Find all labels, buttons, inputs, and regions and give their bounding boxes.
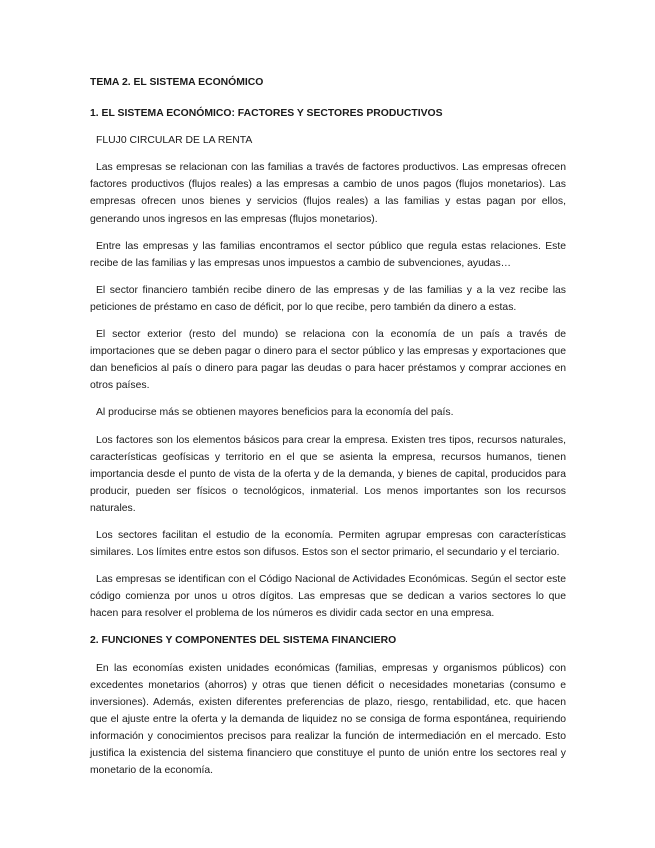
paragraph: El sector exterior (resto del mundo) se relaciona con la economía de un país a través de importaciones que se deben pagar o dinero para el sector público y las empresas y exportaciones que dan beneficios al país o dinero para pagar las deudas o para hacer préstamos y comprar acciones en otros países.: [90, 329, 566, 392]
paragraph: Al producirse más se obtienen mayores beneficios para la economía del país.: [96, 407, 454, 419]
paragraph: Los factores son los elementos básicos para crear la empresa. Existen tres tipos, recursos naturales, características geofísicas y territorio en el que se asienta la empresa, recursos humanos, tienen importancia desde el punto de vista de la oferta y de la demanda, y bienes de capital, producidos para producir, pueden ser físicos o tecnológicos, inmaterial. Los menos importantes son los recursos naturales.: [90, 434, 566, 514]
document-title: TEMA 2. EL SISTEMA ECONÓMICO: [90, 77, 264, 88]
paragraph: En las economías existen unidades económicas (familias, empresas y organismos públicos) con excedentes monetarios (ahorros) y otras que tienen déficit o necesidades monetarias (consumo e inversiones). Además, existen diferentes preferencias de plazo, riesgo, rentabilidad, etc. que hacen que el ajuste entre la oferta y la demanda de liquidez no se consiga de forma espontánea, requiriendo información y conocimientos precisos para realizar la función de intermediación en el mercado. Esto justifica la existencia del sistema financiero que constituye el punto de unión entre los sectores real y monetario de la economía.: [90, 662, 566, 777]
paragraph: Las empresas se identifican con el Código Nacional de Actividades Económicas. Según el sector este código comienza por unos u otros dígitos. Las empresas que se dedican a varios sectores lo que hacen para resolver el problema de los números es dividir cada sector en una empresa.: [90, 574, 566, 620]
section-1-heading: 1. EL SISTEMA ECONÓMICO: FACTORES Y SECTORES PRODUCTIVOS: [90, 108, 443, 120]
paragraph: Los sectores facilitan el estudio de la economía. Permiten agrupar empresas con características similares. Los límites entre estos son difusos. Estos son el sector primario, el secundario y el terciario.: [90, 529, 566, 559]
paragraph: Entre las empresas y las familias encontramos el sector público que regula estas relaciones. Este recibe de las familias y las empresas unos impuestos a cambio de subvenciones, ayudas…: [90, 240, 566, 269]
paragraph: Las empresas se relacionan con las familias a través de factores productivos. Las empresas ofrecen factores productivos (flujos reales) a las empresas a cambio de unos pagos (flujos monetarios). Las empresas ofrecen unos bienes y servicios (flujos reales) a las familias y estas pagan por ellos, generando unos ingresos en las empresas (flujos monetarios).: [90, 162, 566, 225]
paragraph: El sector financiero también recibe dinero de las empresas y de las familias y a la vez recibe las peticiones de préstamo en caso de déficit, por lo que recibe, pero también da dinero a estas.: [90, 284, 566, 313]
section-1-subheading: FLUJ0 CIRCULAR DE LA RENTA: [96, 135, 253, 147]
document-content: [90, 74, 566, 789]
section-2-heading: 2. FUNCIONES Y COMPONENTES DEL SISTEMA FINANCIERO: [90, 635, 397, 647]
